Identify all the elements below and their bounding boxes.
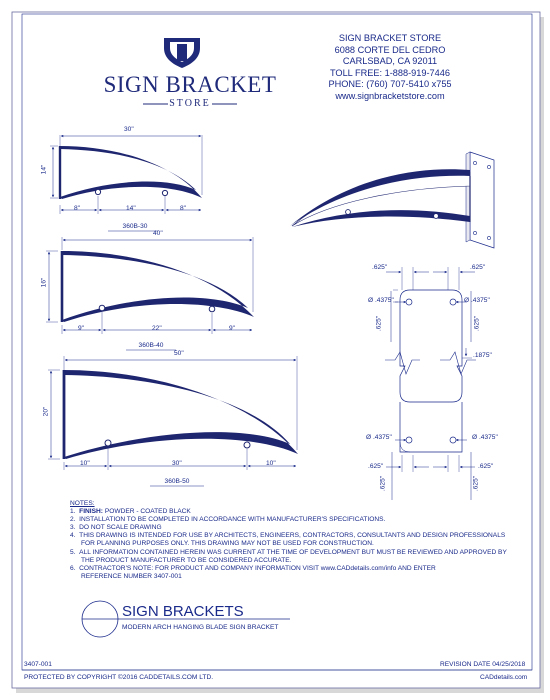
plate-side-left-bottom: .625" xyxy=(379,475,387,492)
plate-hole-left-bottom: Ø .4375" xyxy=(366,434,392,441)
note-1-label: FINISH: xyxy=(79,508,103,516)
note-2: 2. INSTALLATION TO BE COMPLETED IN ACCORDANCE WITH MANUFACTURER'S SPECIFICATIONS. xyxy=(70,516,386,524)
dim-30-seg-mid: 14" xyxy=(126,205,136,212)
plate-side-right-top: .625" xyxy=(473,315,481,332)
plate-hole-left-top: Ø .4375" xyxy=(368,297,394,304)
note-6: 6. CONTRACTOR'S NOTE: FOR PRODUCT AND COMPANY INFORMATION VISIT www.CADdetails.com/info AND ENTER xyxy=(70,564,436,572)
note-3-text: DO NOT SCALE DRAWING xyxy=(79,524,162,532)
dim-50-seg-right: 10" xyxy=(266,460,276,467)
dim-50-width: 50" xyxy=(174,350,184,357)
notes-heading: NOTES: xyxy=(70,500,95,507)
plate-side-right-bottom: .625" xyxy=(472,475,480,492)
note-5-cont: THE PRODUCT MANUFACTURER TO BE CONSIDERED ACCURATE. xyxy=(81,556,292,564)
company-phone: PHONE: (760) 707-5410 x755 xyxy=(328,79,452,90)
plate-top-right-dim: .625" xyxy=(470,264,486,271)
footer-copyright: PROTECTED BY COPYRIGHT ©2016 CADDETAILS.COM LTD. xyxy=(24,674,214,681)
footer-revision-date: REVISION DATE 04/25/2018 xyxy=(440,661,526,668)
label-360b-40: 360B-40 xyxy=(138,342,164,349)
dim-30-height: 14" xyxy=(40,164,48,175)
plate-hole-right-top: Ø .4375" xyxy=(464,297,490,304)
plate-bottom-right-dim: .625" xyxy=(478,463,494,470)
label-360b-30: 360B-30 xyxy=(122,223,148,230)
dim-30-seg-right: 8" xyxy=(180,205,187,212)
dim-50-seg-left: 10" xyxy=(80,460,90,467)
plate-top-left-dim: .625" xyxy=(372,264,388,271)
note-4-text-a: THIS DRAWING IS INTENDED FOR USE BY ARCHITECTS, ENGINEERS, CONTRACTORS, CONSULTANTS AND DESIGN PROFESSIONALS xyxy=(79,532,506,540)
footer-site-link[interactable]: CADdetails.com xyxy=(480,674,528,681)
dim-40-seg-right: 9" xyxy=(229,325,236,332)
plate-side-left-top: .625" xyxy=(375,315,383,332)
note-4-cont: FOR PLANNING PURPOSES ONLY. THIS DRAWING MAY NOT BE USED FOR CONSTRUCTION. xyxy=(81,540,374,548)
dim-40-height: 16" xyxy=(40,277,48,288)
note-5: 5. ALL INFORMATION CONTAINED HEREIN WAS CURRENT AT THE TIME OF DEVELOPMENT BUT MUST BE REVIEWED AND APPROVED BY xyxy=(70,548,507,556)
dim-40-seg-left: 9" xyxy=(78,325,85,332)
plate-hole-right-bottom: Ø .4375" xyxy=(472,434,498,441)
plate-thickness-dim: .1875" xyxy=(473,352,492,359)
company-website[interactable]: www.signbracketstore.com xyxy=(335,90,445,101)
dim-50-height: 20" xyxy=(42,406,50,417)
dim-40-width: 40" xyxy=(153,230,163,237)
company-name: SIGN BRACKET STORE xyxy=(338,33,442,43)
company-info xyxy=(300,33,480,103)
dim-30-seg-left: 8" xyxy=(74,205,81,212)
logo-subword: STORE xyxy=(169,98,211,109)
note-1-text: POWDER - COATED BLACK xyxy=(102,508,191,516)
dim-50-seg-mid: 30" xyxy=(172,460,182,467)
note-6-text-a: CONTRACTOR'S NOTE: FOR PRODUCT AND COMPANY INFORMATION VISIT www.CADdetails.com/info AND ENTER xyxy=(79,564,436,572)
dim-40-seg-mid: 22" xyxy=(152,325,162,332)
note-3: 3. DO NOT SCALE DRAWING xyxy=(70,524,162,532)
logo-wordmark: SIGN BRACKET xyxy=(103,72,277,97)
company-address-line1: 6088 CORTE DEL CEDRO xyxy=(334,44,446,55)
footer-reference: 3407-001 xyxy=(24,661,52,668)
note-4: 4. THIS DRAWING IS INTENDED FOR USE BY ARCHITECTS, ENGINEERS, CONTRACTORS, CONSULTANTS AND DESIGN PROFESSIONALS xyxy=(70,532,506,540)
plate-bottom-left-dim: .625" xyxy=(368,463,384,470)
label-360b-50: 360B-50 xyxy=(164,478,190,485)
note-1: 1. FINISH: POWDER - COATED BLACK xyxy=(70,508,191,516)
company-tollfree: TOLL FREE: 1-888-919-7446 xyxy=(329,67,450,78)
company-address-line2: CARLSBAD, CA 92011 xyxy=(342,56,438,67)
title-block-subtitle: MODERN ARCH HANGING BLADE SIGN BRACKET xyxy=(122,624,279,631)
note-5-text-a: ALL INFORMATION CONTAINED HEREIN WAS CURRENT AT THE TIME OF DEVELOPMENT BUT MUST BE REVIEWED AND APPROVED BY xyxy=(79,548,507,556)
note-2-text: INSTALLATION TO BE COMPLETED IN ACCORDANCE WITH MANUFACTURER'S SPECIFICATIONS. xyxy=(79,516,386,524)
dim-30-width: 30" xyxy=(124,126,134,133)
title-block-title: SIGN BRACKETS xyxy=(122,603,244,620)
notes-section xyxy=(70,500,510,581)
note-6-cont: REFERENCE NUMBER 3407-001 xyxy=(81,572,182,580)
